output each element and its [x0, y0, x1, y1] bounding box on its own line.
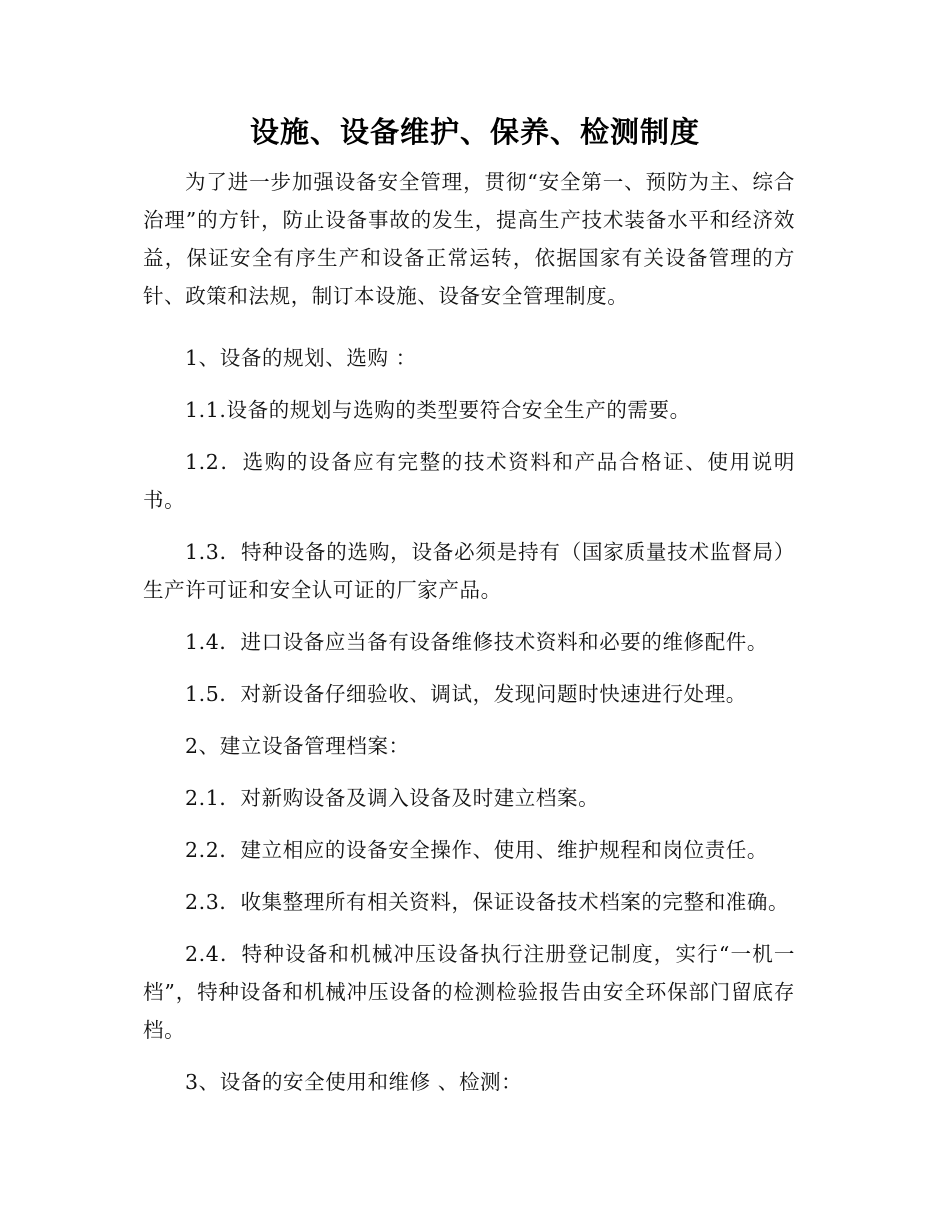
paragraph-1-1: 1.1.设备的规划与选购的类型要符合安全生产的需要。 [185, 398, 691, 422]
paragraph-2-3: 2.3．收集整理所有相关资料，保证设备技术档案的完整和准确。 [185, 890, 790, 914]
paragraph-section-1: 1、设备的规划、选购 ： [185, 346, 417, 370]
paragraph-2-1: 2.1．对新购设备及调入设备及时建立档案。 [185, 786, 600, 810]
paragraph-1-5: 1.5．对新设备仔细验收、调试，发现问题时快速进行处理。 [185, 682, 747, 706]
paragraph-section-3: 3、设备的安全使用和维修 、检测： [185, 1070, 523, 1094]
paragraph-1-2: 1.2．选购的设备应有完整的技术资料和产品合格证、使用说明书。 [143, 450, 795, 512]
paragraph-1-4: 1.4．进口设备应当备有设备维修技术资料和必要的维修配件。 [185, 630, 768, 654]
document-title: 设施、设备维护、保养、检测制度 [249, 115, 700, 149]
paragraph-section-2: 2、建立设备管理档案： [185, 734, 410, 758]
document-body [143, 163, 795, 1101]
paragraph-1-3: 1.3．特种设备的选购，设备必须是持有（国家质量技术监督局）生产许可证和安全认可证的厂家产品。 [143, 540, 795, 602]
paragraph-intro: 为了进一步加强设备安全管理，贯彻“安全第一、预防为主、综合治理”的方针，防止设备事故的发生，提高生产技术装备水平和经济效益，保证安全有序生产和设备正常运转，依据国家有关设备管理的方针、政策和法规，制订本设施、设备安全管理制度。 [143, 170, 795, 308]
paragraph-2-4: 2.4．特种设备和机械冲压设备执行注册登记制度，实行“一机一档”，特种设备和机械冲压设备的检测检验报告由安全环保部门留底存档。 [143, 942, 795, 1042]
paragraph-2-2: 2.2．建立相应的设备安全操作、使用、维护规程和岗位责任。 [185, 838, 768, 862]
